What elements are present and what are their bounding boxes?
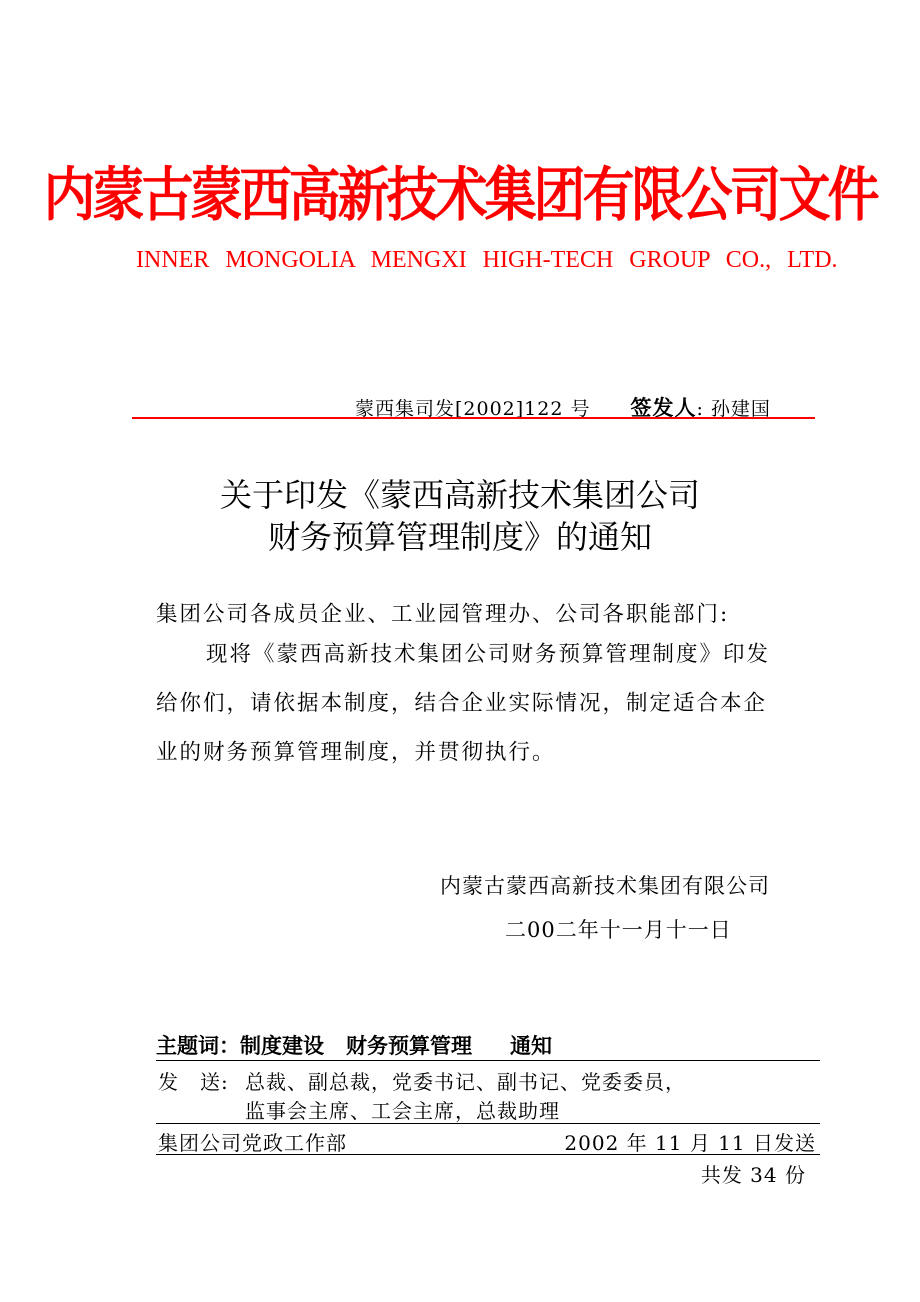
footer-rule-middle — [156, 1123, 820, 1124]
footer-rule-top — [156, 1060, 820, 1061]
notice-title-line2: 财务预算管理制度》的通知 — [267, 518, 652, 556]
org-title: 内蒙古蒙西高新技术集团有限公司文件 — [43, 162, 877, 230]
signer-label: 签发人 — [630, 396, 697, 420]
send-date: 2002 年 11 月 11 日发送 — [564, 1131, 816, 1155]
issuing-department: 集团公司党政工作部 — [158, 1131, 347, 1155]
footer-rule-bottom — [156, 1154, 820, 1155]
subject-terms-row — [156, 1030, 552, 1060]
subject-term: 财务预算管理 — [346, 1034, 472, 1058]
notice-title-line1: 关于印发《蒙西高新技术集团公司 — [219, 476, 700, 514]
subject-term: 通知 — [510, 1034, 552, 1058]
issue-date-signature: 二00二年十一月十一日 — [505, 918, 732, 942]
subject-label: 主题词： — [156, 1034, 240, 1058]
doc-number: 蒙西集司发[2002]122 号 — [355, 398, 591, 420]
signer-name: : 孙建国 — [696, 398, 771, 420]
cc-label: 发 送: — [158, 1070, 229, 1094]
org-subtitle-en: INNER MONGOLIA MENGXI HIGH-TECH GROUP CO., LTD. — [136, 247, 838, 273]
cc-recipients-line1: 总裁、副总裁，党委书记、副书记、党委委员， — [245, 1070, 686, 1094]
subject-term: 制度建设 — [240, 1034, 324, 1058]
body-paragraph-line1: 现将《蒙西高新技术集团公司财务预算管理制度》印发 — [206, 642, 771, 667]
body-paragraph-line2: 给你们，请依据本制度，结合企业实际情况，制定适合本企 — [156, 691, 768, 716]
header-divider — [132, 417, 815, 419]
addressee: 集团公司各成员企业、工业园管理办、公司各职能部门: — [156, 602, 730, 627]
issuer-name: 内蒙古蒙西高新技术集团有限公司 — [440, 874, 770, 898]
copy-count: 共发 34 份 — [700, 1163, 806, 1187]
cc-recipients-line2: 监事会主席、工会主席，总裁助理 — [245, 1099, 560, 1123]
body-paragraph-line3: 业的财务预算管理制度，并贯彻执行。 — [156, 740, 556, 765]
